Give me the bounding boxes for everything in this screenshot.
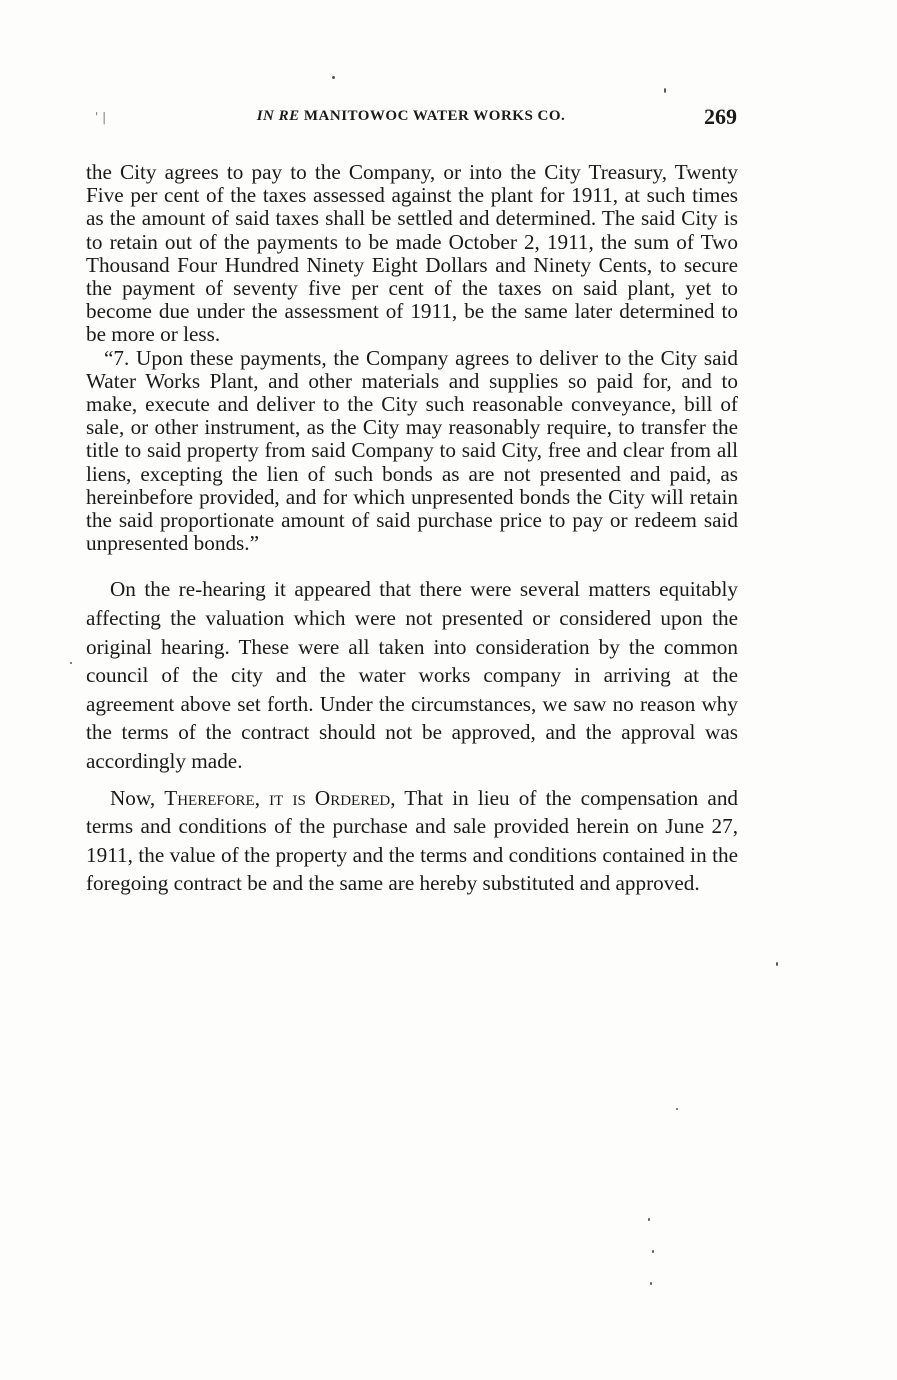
page-header [85,104,737,138]
order-paragraph [86,784,738,898]
body-paragraph: On the re-hearing it appeared that there were several matters equitably affecting the valuation which were not presented or considered upon the original hearing. These were all taken into consideration by the common council of the city and the water works company in arriving at the agreement above set forth. Under the circumstances, we saw no reason why the terms of the contract should not be approved, and the approval was accordingly made. [86,577,738,774]
page-speck [652,1250,654,1253]
quote-paragraph: “7. Upon these payments, the Company agrees to deliver to the City said Water Works Plant, and other materials and supplies so paid for, and to make, execute and deliver to the City such reasonable conveyance, bill of sale, or other instrument, as the City may reasonably require, to transfer the title to said property from said Company to said City, free and clear from all liens, excepting the lien of such bonds as are not presented and paid, as hereinbefore provided, and for which unpresented bonds the City will retain the said proportionate amount of said purchase price to pay or redeem said unpresented bonds.” [86,345,738,556]
page-speck [676,1108,678,1110]
page-speck [648,1218,650,1221]
order-lead: Now, [110,785,156,810]
margin-mark-icon: ' | [95,110,107,124]
page-speck [650,1282,652,1285]
running-head [85,108,737,125]
order-text: That in lieu of the compensation and terms and conditions of the purchase and sale provided herein on June 27, 1911, the value of the property and the terms and conditions contained in the foregoing contract be and the same are hereby substituted and approved. [86,785,739,896]
quote-paragraph: the City agrees to pay to the Company, or into the City Treasury, Twenty Five per cent of the taxes assessed against the plant for 1911, at such times as the amount of said taxes shall be settled and determined. The said City is to retain out of the payments to be made October 2, 1911, the sum of Two Thousand Four Hundred Ninety Eight Dollars and Ninety Cents, to secure the payment of seventy five per cent of the taxes on said plant, yet to become due under the assessment of 1911, be the same later determined to be more or less. [86,160,738,347]
page-speck [332,76,335,79]
page-speck [70,662,72,664]
page-speck [776,962,778,966]
quoted-contract [86,161,738,555]
running-head-title: MANITOWOC WATER WORKS CO. [303,108,566,124]
page-body [86,161,738,898]
page-number: 269 [704,104,737,129]
order-smallcaps: Therefore, it is Ordered, [164,785,396,810]
opinion-text [86,575,738,898]
page-speck [664,88,666,93]
running-head-italic: IN RE [256,108,300,124]
